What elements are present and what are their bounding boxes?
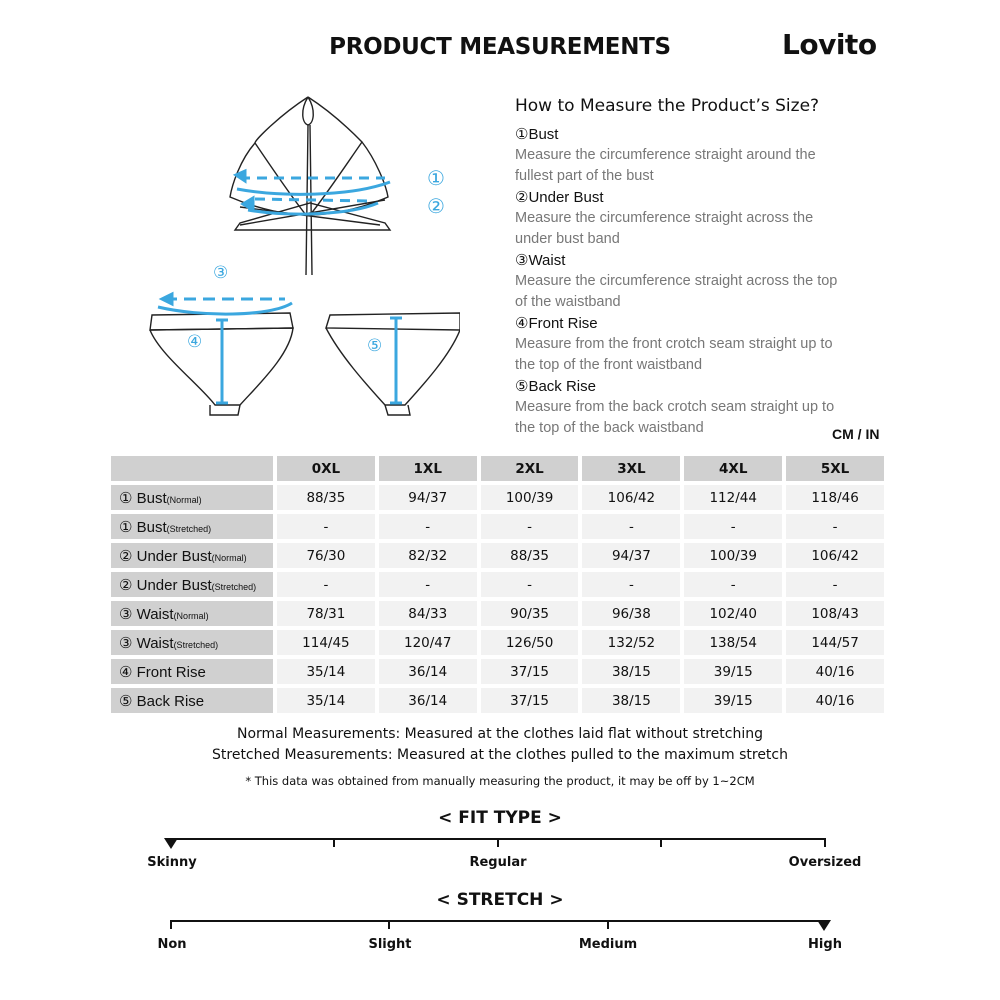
table-cell: -: [379, 572, 477, 597]
scale-tick: [824, 838, 826, 847]
row-label: ② Under Bust(Stretched): [111, 572, 273, 597]
label-5: ⑤: [367, 336, 383, 356]
table-cell: -: [481, 514, 579, 539]
table-cell: 118/46: [786, 485, 884, 510]
fit-label-skinny: Skinny: [147, 855, 197, 870]
label-4: ④: [187, 332, 203, 352]
scale-tick: [170, 920, 172, 929]
table-cell: 84/33: [379, 601, 477, 626]
table-row: [111, 485, 884, 510]
table-cell: 35/14: [277, 688, 375, 713]
table-cell: 112/44: [684, 485, 782, 510]
item-back-rise: ⑤Back Rise Measure from the back crotch seam straight up to the top of the back waistband: [515, 378, 835, 436]
fit-label-oversized: Oversized: [788, 855, 862, 870]
table-cell: 37/15: [481, 659, 579, 684]
table-cell: 76/30: [277, 543, 375, 568]
table-cell: 132/52: [582, 630, 680, 655]
table-cell: 96/38: [582, 601, 680, 626]
stretch-marker-icon: [817, 920, 831, 931]
row-label: ④ Front Rise: [111, 659, 273, 684]
table-row: [111, 601, 884, 626]
how-to-measure-section: [515, 96, 895, 439]
table-cell: 38/15: [582, 688, 680, 713]
item-front-rise: ④Front Rise Measure from the front crotch seam straight up to the top of the front waistband: [515, 315, 833, 373]
scale-tick: [607, 920, 609, 929]
table-cell: 90/35: [481, 601, 579, 626]
table-cell: -: [786, 514, 884, 539]
table-cell: 94/37: [582, 543, 680, 568]
row-label: ③ Waist(Normal): [111, 601, 273, 626]
table-cell: -: [582, 514, 680, 539]
normal-note: Normal Measurements: Measured at the clothes laid flat without stretching: [237, 726, 763, 742]
table-cell: 100/39: [684, 543, 782, 568]
table-header-row: [111, 456, 884, 481]
table-cell: -: [684, 572, 782, 597]
label-3: ③: [213, 263, 229, 283]
table-cell: 40/16: [786, 659, 884, 684]
item-waist: ③Waist Measure the circumference straight across the top of the waistband: [515, 252, 838, 310]
table-cell: 40/16: [786, 688, 884, 713]
disclaimer: * This data was obtained from manually measuring the product, it may be off by 1~2CM: [245, 774, 755, 788]
item-bust: ①Bust Measure the circumference straight around the fullest part of the bust: [515, 126, 816, 184]
corner-cell: [111, 456, 273, 481]
table-cell: -: [481, 572, 579, 597]
scale-tick: [388, 920, 390, 929]
table-row: [111, 514, 884, 539]
column-header: 1XL: [379, 456, 477, 481]
scale-tick: [497, 838, 499, 847]
table-cell: -: [277, 572, 375, 597]
stretch-label-non: Non: [157, 937, 187, 952]
stretch-title: < STRETCH >: [436, 890, 564, 910]
brand-logo: Lovito: [782, 28, 877, 61]
column-header: 2XL: [481, 456, 579, 481]
table-cell: 39/15: [684, 659, 782, 684]
table-cell: 38/15: [582, 659, 680, 684]
table-cell: 144/57: [786, 630, 884, 655]
page-title: PRODUCT MEASUREMENTS: [329, 34, 671, 60]
how-to-heading: How to Measure the Product’s Size?: [515, 96, 820, 116]
units-label: CM / IN: [832, 426, 880, 442]
fit-label-regular: Regular: [469, 855, 527, 870]
size-table: [107, 452, 888, 717]
table-row: [111, 688, 884, 713]
table-cell: 39/15: [684, 688, 782, 713]
scale-bar: [170, 920, 826, 922]
scale-tick: [333, 838, 335, 847]
row-label: ② Under Bust(Normal): [111, 543, 273, 568]
table-cell: 37/15: [481, 688, 579, 713]
table-cell: 35/14: [277, 659, 375, 684]
table-cell: 36/14: [379, 659, 477, 684]
row-label: ③ Waist(Stretched): [111, 630, 273, 655]
table-cell: -: [582, 572, 680, 597]
table-row: [111, 572, 884, 597]
table-cell: -: [379, 514, 477, 539]
table-cell: -: [277, 514, 375, 539]
label-1: ①: [427, 166, 445, 190]
row-label: ⑤ Back Rise: [111, 688, 273, 713]
table-cell: -: [684, 514, 782, 539]
item-under-bust: ②Under Bust Measure the circumference straight across the under bust band: [515, 189, 814, 247]
table-cell: 106/42: [582, 485, 680, 510]
table-cell: 36/14: [379, 688, 477, 713]
garment-illustration: [140, 85, 460, 425]
column-header: 0XL: [277, 456, 375, 481]
table-cell: 88/35: [277, 485, 375, 510]
table-cell: 114/45: [277, 630, 375, 655]
table-cell: 94/37: [379, 485, 477, 510]
fit-marker-icon: [164, 838, 178, 849]
table-cell: 120/47: [379, 630, 477, 655]
row-label: ① Bust(Normal): [111, 485, 273, 510]
fit-type-title: < FIT TYPE >: [438, 808, 562, 828]
stretch-label-slight: Slight: [368, 937, 412, 952]
table-row: [111, 659, 884, 684]
table-cell: 106/42: [786, 543, 884, 568]
column-header: 3XL: [582, 456, 680, 481]
scale-tick: [660, 838, 662, 847]
table-row: [111, 543, 884, 568]
stretched-note: Stretched Measurements: Measured at the clothes pulled to the maximum stretch: [212, 747, 788, 763]
table-cell: 126/50: [481, 630, 579, 655]
table-cell: 138/54: [684, 630, 782, 655]
table-cell: 88/35: [481, 543, 579, 568]
stretch-label-medium: Medium: [578, 937, 638, 952]
table-row: [111, 630, 884, 655]
stretch-label-high: High: [808, 937, 842, 952]
table-cell: 100/39: [481, 485, 579, 510]
table-cell: -: [786, 572, 884, 597]
table-cell: 102/40: [684, 601, 782, 626]
table-cell: 108/43: [786, 601, 884, 626]
label-2: ②: [427, 194, 445, 218]
column-header: 5XL: [786, 456, 884, 481]
row-label: ① Bust(Stretched): [111, 514, 273, 539]
stretch-scale: [170, 920, 826, 940]
table-cell: 78/31: [277, 601, 375, 626]
column-header: 4XL: [684, 456, 782, 481]
table-cell: 82/32: [379, 543, 477, 568]
measurement-notes: [0, 724, 1000, 788]
